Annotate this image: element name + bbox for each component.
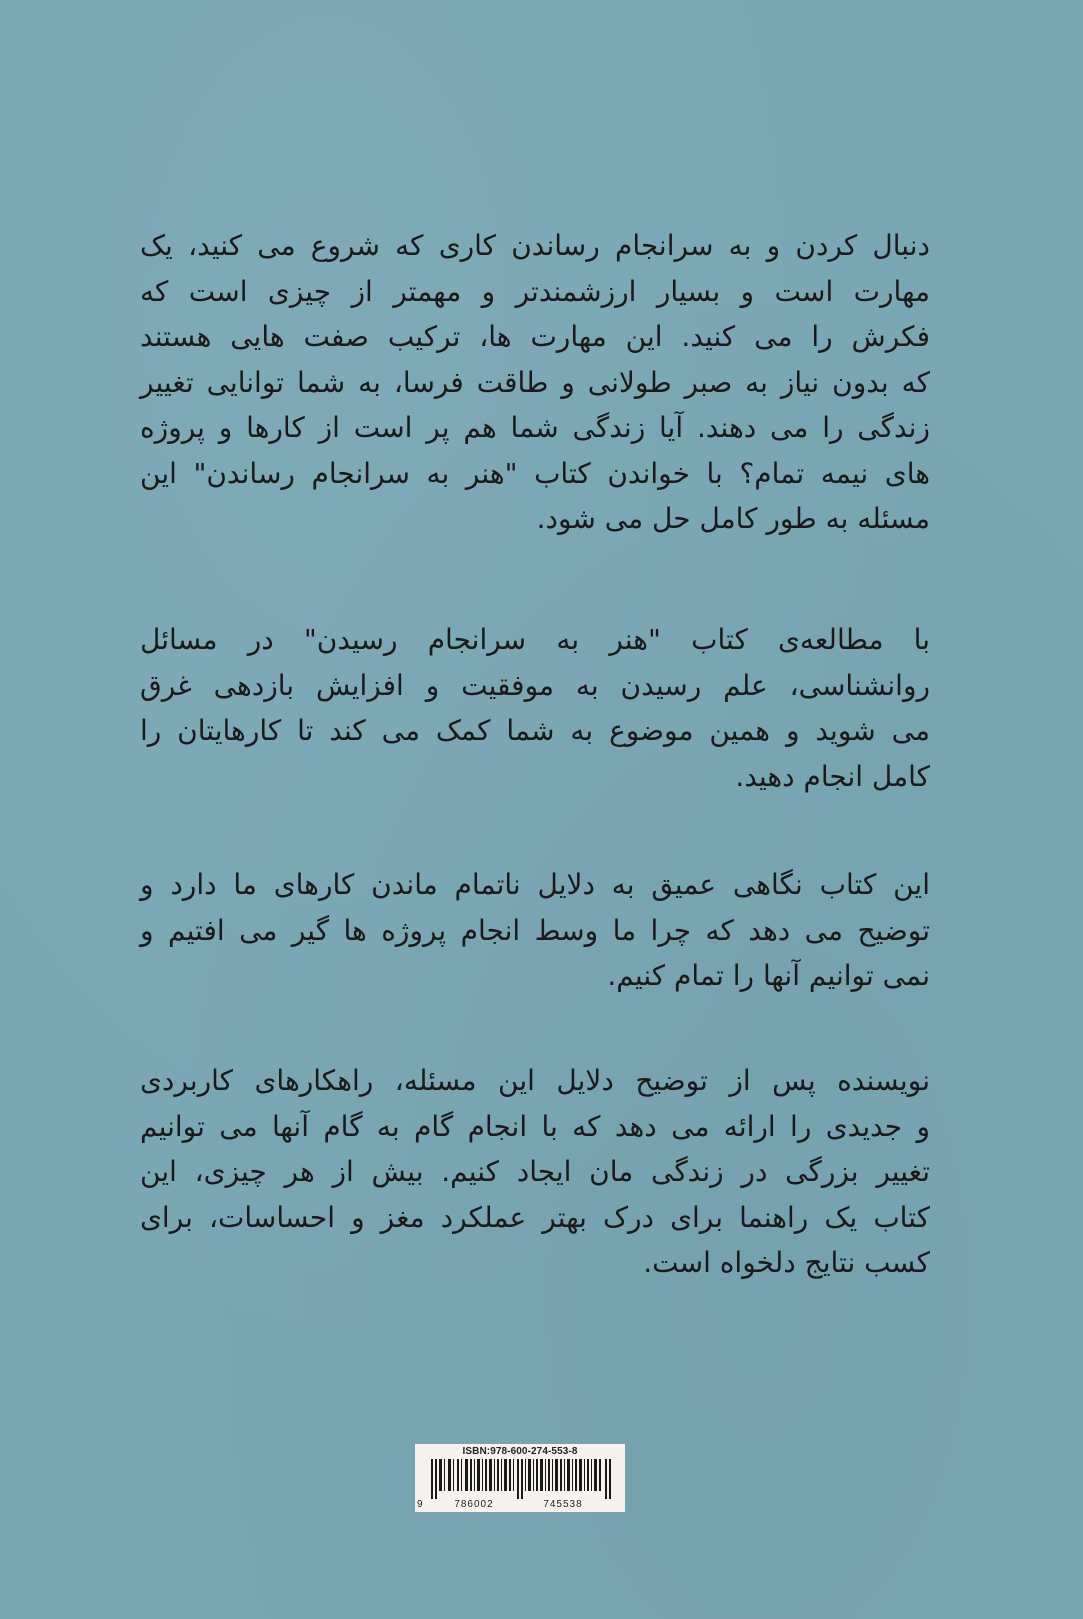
text-line: کامل انجام دهید. — [735, 759, 930, 793]
blurb-paragraph-4 — [140, 1058, 930, 1286]
isbn-label: ISBN:978-600-274-553-8 — [462, 1446, 578, 1457]
text-line: مهارت است و بسیار ارزشمندتر و مهمتر از چیزی است که — [140, 274, 930, 308]
text-line: نویسنده پس از توضیح دلایل این مسئله، راهکارهای کاربردی — [140, 1064, 930, 1097]
text-line: زندگی را می دهند. آیا زندگی شما هم پر است از کارها و پروژه — [140, 411, 930, 444]
text-line: کسب نتایج دلخواه است. — [643, 1246, 930, 1279]
barcode-bars-icon — [425, 1459, 617, 1499]
blurb-paragraph-1 — [140, 223, 930, 542]
barcode-digits-group-1: 786002 — [433, 1499, 515, 1510]
text-line: کتاب یک راهنما برای درک بهتر عملکرد مغز و احساسات، برای — [140, 1200, 930, 1234]
text-line: با مطالعه‌ی کتاب "هنر به سرانجام رسیدن" در مسائل — [140, 623, 930, 656]
text-line: های نیمه تمام؟ با خواندن کتاب "هنر به سرانجام رساندن" این — [140, 456, 930, 490]
blurb-paragraph-3 — [140, 862, 930, 999]
text-line: نمی توانیم آنها را تمام کنیم. — [607, 959, 930, 992]
text-line: روانشناسی، علم رسیدن به موفقیت و افزایش بازدهی غرق — [140, 668, 930, 702]
text-line: می شوید و همین موضوع به شما کمک می کند تا کارهایتان را — [140, 714, 930, 747]
text-line: فکرش را می کنید. این مهارت ها، ترکیب صفت هایی هستند — [140, 320, 930, 353]
text-line: و جدیدی را ارائه می دهد که با انجام گام به گام آنها می توانیم — [140, 1109, 930, 1143]
isbn-barcode — [415, 1444, 625, 1512]
text-line: تغییر بزرگی در زندگی مان ایجاد کنیم. بیش از هر چیزی، این — [140, 1155, 930, 1188]
blurb-paragraph-2 — [140, 617, 930, 799]
barcode-digits-group-2: 745538 — [521, 1499, 605, 1510]
barcode-lead-digit: 9 — [417, 1499, 423, 1510]
text-line: دنبال کردن و به سرانجام رساندن کاری که شروع می کنید، یک — [140, 229, 930, 262]
text-line: این کتاب نگاهی عمیق به دلایل ناتمام ماندن کارهای ما دارد و — [140, 868, 930, 901]
text-line: که بدون نیاز به صبر طولانی و طاقت فرسا، به شما توانایی تغییر — [140, 365, 930, 399]
text-line: مسئله به طور کامل حل می شود. — [536, 502, 930, 535]
text-line: توضیح می دهد که چرا ما وسط انجام پروژه ها گیر می افتیم و — [140, 913, 930, 947]
